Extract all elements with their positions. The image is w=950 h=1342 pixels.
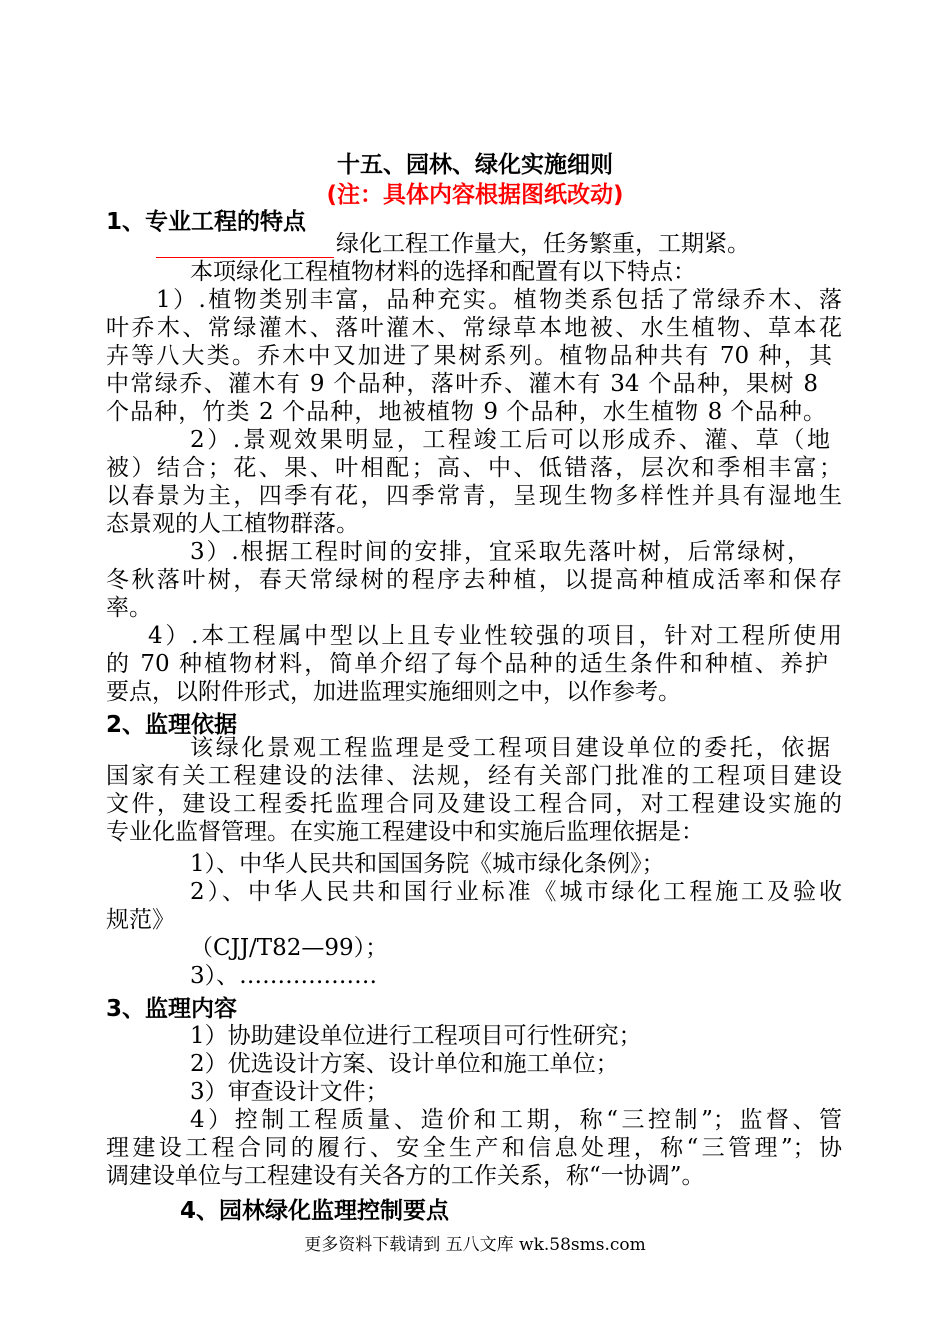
text-line: 要点，以附件形式，加进监理实施细则之中，以作参考。 [106,679,681,705]
text-line: 4）.本工程属中型以上且专业性较强的项目，针对工程所使用 [148,623,842,649]
fill-in-blank [156,235,334,258]
text-line: 卉等八大类。乔木中又加进了果树系列。植物品种共有 70 种，其 [106,343,832,369]
text-line: 该绿化景观工程监理是受工程项目建设单位的委托，依据 [190,735,830,761]
section-heading-3: 3、监理内容 [106,996,238,1022]
text-line: 1）.植物类别丰富，品种充实。植物类系包括了常绿乔木、落 [156,287,842,313]
text-line: 专业化监督管理。在实施工程建设中和实施后监理依据是： [106,819,704,845]
page-subtitle-note: (注：具体内容根据图纸改动) [326,182,624,208]
text-line: 率。 [106,595,152,621]
text-line: 文件，建设工程委托监理合同及建设工程合同，对工程建设实施的 [106,791,842,817]
text-line: 被）结合；花、果、叶相配；高、中、低错落，层次和季相丰富； [106,455,842,481]
text-line: 的 70 种植物材料，简单介绍了每个品种的适生条件和种植、养护 [106,651,828,677]
text-line: 个品种，竹类 2 个品种，地被植物 9 个品种，水生植物 8 个品种。 [106,399,826,425]
list-item: 3）审查设计文件； [190,1079,389,1105]
list-item: 1）协助建设单位进行工程项目可行性研究； [190,1023,642,1049]
text-line: 叶乔木、常绿灌木、落叶灌木、常绿草本地被、水生植物、草本花 [106,315,842,341]
text-line: 冬秋落叶树，春天常绿树的程序去种植，以提高种植成活率和保存 [106,567,842,593]
text-line: 绿化工程工作量大，任务繁重，工期紧。 [156,230,750,258]
page-title: 十五、园林、绿化实施细则 [337,152,613,178]
list-item: 2）优选设计方案、设计单位和施工单位； [190,1051,619,1077]
text-line: 理建设工程合同的履行、安全生产和信息处理，称“三管理”；协 [106,1135,842,1161]
text-line: 态景观的人工植物群落。 [106,511,359,537]
section-heading-1: 1、专业工程的特点 [106,209,307,235]
list-item: 1）、中华人民共和国国务院《城市绿化条例》； [190,851,665,877]
text-line: 规范》 [106,907,175,933]
footer-source-text: 更多资料下载请到 五八文库 wk.58sms.com [304,1235,646,1255]
text-line: 国家有关工程建设的法律、法规，经有关部门批准的工程项目建设 [106,763,842,789]
text-line: 以春景为主，四季有花，四季常青，呈现生物多样性并具有湿地生 [106,483,842,509]
section-heading-2: 2、监理依据 [106,712,238,738]
section-heading-4: 4、园林绿化监理控制要点 [180,1198,450,1224]
text-line: （CJJ/T82—99）； [190,935,389,961]
text-line: 3）.根据工程时间的安排，宜采取先落叶树，后常绿树， [190,539,810,565]
text-line: 本项绿化工程植物材料的选择和配置有以下特点： [190,259,696,285]
list-item: 4）控制工程质量、造价和工期，称“三控制”；监督、管 [190,1107,842,1133]
text-line: 中常绿乔、灌木有 9 个品种，落叶乔、灌木有 34 个品种，果树 8 [106,371,818,397]
text-line: 2）.景观效果明显，工程竣工后可以形成乔、灌、草（地 [190,427,830,453]
text-line: 调建设单位与工程建设有关各方的工作关系，称“一协调”。 [106,1163,705,1189]
list-item: 3）、……………… [190,963,378,989]
list-item: 2）、中华人民共和国行业标准《城市绿化工程施工及验收 [190,879,842,905]
